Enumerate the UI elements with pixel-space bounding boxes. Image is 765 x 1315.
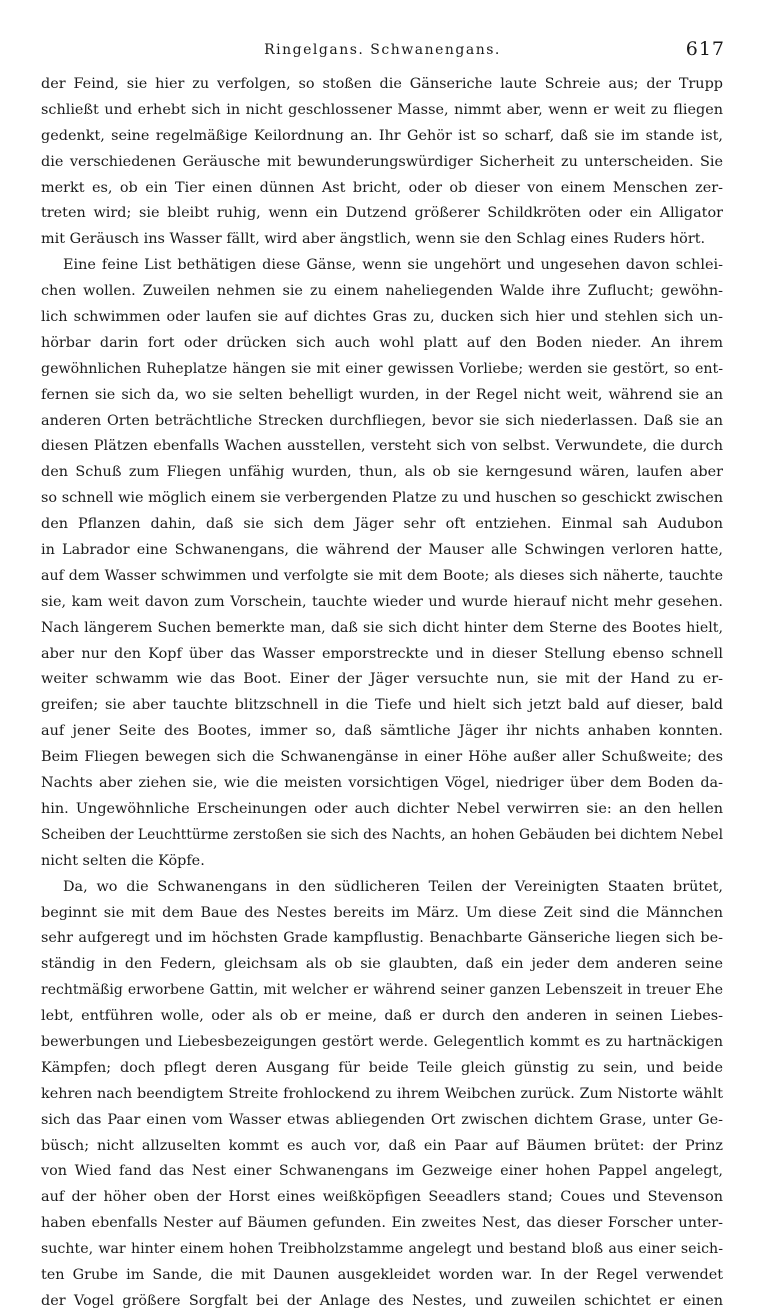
text-line: so schnell wie möglich einem sie verbergenden Platze zu und huschen so geschickt zwischen — [41, 490, 723, 507]
text-line: auf der höher oben der Horst eines weißköpfigen Seeadlers stand; Coues und Stevenson — [41, 1189, 723, 1206]
text-line: fernen sie sich da, wo sie selten behelligt wurden, in der Regel nicht weit, während sie an — [41, 386, 723, 403]
text-line: gedenkt, seine regelmäßige Keilordnung an. Ihr Gehör ist so scharf, daß sie im stande ist, — [41, 127, 723, 144]
text-line: bewerbungen und Liebesbezeigungen gestört werde. Gelegentlich kommt es zu hartnäckigen — [41, 1033, 723, 1050]
text-line: hin. Ungewöhnliche Erscheinungen oder auch dichter Nebel verwirren sie: an den hellen — [41, 800, 723, 817]
paragraph-first-line: Eine feine List bethätigen diese Gänse, wenn sie ungehört und ungesehen davon schlei- — [63, 257, 723, 274]
text-line: gewöhnlichen Ruheplatze hängen sie mit einer gewissen Vorliebe; werden sie gestört, so ent- — [41, 360, 723, 377]
text-line: der Feind, sie hier zu verfolgen, so stoßen die Gänseriche laute Schreie aus; der Trupp — [41, 76, 723, 92]
body-text — [41, 72, 723, 1315]
paragraph-first-line: Da, wo die Schwanengans in den südlicheren Teilen der Vereinigten Staaten brütet, — [63, 878, 723, 895]
text-line: Beim Fliegen bewegen sich die Schwanengänse in einer Höhe außer aller Schußweite; des — [41, 749, 723, 766]
text-line: rechtmäßig erworbene Gattin, mit welcher er während seiner ganzen Lebenszeit in treuer Ehe — [41, 982, 723, 999]
text-line: diesen Plätzen ebenfalls Wachen ausstellen, versteht sich von selbst. Verwundete, die durch — [41, 438, 723, 455]
text-line: büsch; nicht allzuselten kommt es auch vor, daß ein Paar auf Bäumen brütet: der Prinz — [41, 1137, 723, 1154]
text-line: haben ebenfalls Nester auf Bäumen gefunden. Ein zweites Nest, das dieser Forscher unter- — [41, 1215, 723, 1232]
text-line: suchte, war hinter einem hohen Treibholzstamme angelegt und bestand bloß aus einer seich- — [41, 1241, 723, 1258]
text-line: merkt es, ob ein Tier einen dünnen Ast bricht, oder ob dieser von einem Menschen zer- — [41, 179, 723, 196]
text-line: greifen; sie aber tauchte blitzschnell in die Tiefe und hielt sich jetzt bald auf dieser, bald — [41, 697, 723, 714]
text-line: anderen Orten beträchtliche Strecken durchfliegen, bevor sie sich niederlassen. Daß sie an — [41, 412, 723, 429]
text-line: ten Grube im Sande, die mit Daunen ausgekleidet worden war. In der Regel verwendet — [41, 1266, 723, 1283]
text-line: hörbar darin fort oder drücken sich auch wohl platt auf den Boden nieder. An ihrem — [41, 334, 723, 351]
text-line: lebt, entführen wolle, oder als ob er meine, daß er durch den anderen in seinen Liebes- — [41, 1008, 723, 1025]
text-line: schließt und erhebt sich in nicht geschlossener Masse, nimmt aber, wenn er weit zu fliegen — [41, 101, 723, 118]
text-line: Nachts aber ziehen sie, wie die meisten vorsichtigen Vögel, niedriger über dem Boden da- — [41, 775, 723, 792]
text-line: Scheiben der Leuchttürme zerstoßen sie sich des Nachts, an hohen Gebäuden bei dichtem Nebel — [41, 826, 723, 843]
text-line: ständig in den Federn, gleichsam als ob sie glaubten, daß ein jeder dem anderen seine — [41, 956, 723, 973]
text-line: auf jener Seite des Bootes, immer so, daß sämtliche Jäger ihr nichts anhaben konnten. — [41, 723, 723, 740]
running-head — [40, 38, 725, 64]
text-line: treten wird; sie bleibt ruhig, wenn ein Dutzend größerer Schildkröten oder ein Alligator — [41, 205, 723, 222]
text-line: den Pflanzen dahin, daß sie sich dem Jäger sehr oft entziehen. Einmal sah Audubon — [41, 516, 723, 533]
text-line: sich das Paar einen vom Wasser etwas abliegenden Ort zwischen dichtem Grase, unter Ge- — [41, 1111, 723, 1128]
text-line: der Vogel größere Sorgfalt bei der Anlage des Nestes, und zuweilen schichtet er einen — [41, 1292, 723, 1309]
text-line: mit Geräusch ins Wasser fällt, wird aber ängstlich, wenn sie den Schlag eines Ruders hört. — [41, 231, 706, 248]
text-line: die verschiedenen Geräusche mit bewunderungswürdiger Sicherheit zu unterscheiden. Sie — [41, 153, 723, 170]
text-line: sie, kam weit davon zum Vorschein, tauchte wieder und wurde hierauf nicht mehr gesehen. — [41, 593, 723, 610]
text-line: den Schuß zum Fliegen unfähig wurden, thun, als ob sie kerngesund wären, laufen aber — [41, 464, 723, 481]
text-line: in Labrador eine Schwanengans, die während der Mauser alle Schwingen verloren hatte, — [41, 542, 723, 559]
text-line: nicht selten die Köpfe. — [41, 852, 205, 869]
text-line: beginnt sie mit dem Baue des Nestes bereits im März. Um diese Zeit sind die Männchen — [41, 904, 723, 921]
text-line: weiter schwamm wie das Boot. Einer der Jäger versuchte nun, sie mit der Hand zu er- — [41, 671, 723, 688]
text-line: chen wollen. Zuweilen nehmen sie zu einem naheliegenden Walde ihre Zuflucht; gewöhn- — [41, 283, 723, 300]
text-line: kehren nach beendigtem Streite frohlockend zu ihrem Weibchen zurück. Zum Nistorte wählt — [41, 1085, 723, 1102]
text-line: sehr aufgeregt und im höchsten Grade kampflustig. Benachbarte Gänseriche liegen sich be- — [41, 930, 723, 947]
text-line: Nach längerem Suchen bemerkte man, daß sie sich dicht hinter dem Sterne des Bootes hielt, — [41, 619, 723, 636]
text-line: Kämpfen; doch pflegt deren Ausgang für beide Teile gleich günstig zu sein, und beide — [41, 1059, 723, 1076]
text-line: lich schwimmen oder laufen sie auf dichtes Gras zu, ducken sich hier und stehlen sich un- — [41, 309, 723, 326]
text-line: von Wied fand das Nest einer Schwanengans im Gezweige einer hohen Pappel angelegt, — [41, 1163, 723, 1180]
running-title: Ringelgans. Schwanengans. — [264, 42, 501, 58]
text-line: auf dem Wasser schwimmen und verfolgte sie mit dem Boote; als dieses sich näherte, tauchte — [41, 567, 723, 584]
text-line: aber nur den Kopf über das Wasser emporstreckte und in dieser Stellung ebenso schnell — [41, 645, 723, 662]
page-number: 617 — [685, 38, 725, 60]
